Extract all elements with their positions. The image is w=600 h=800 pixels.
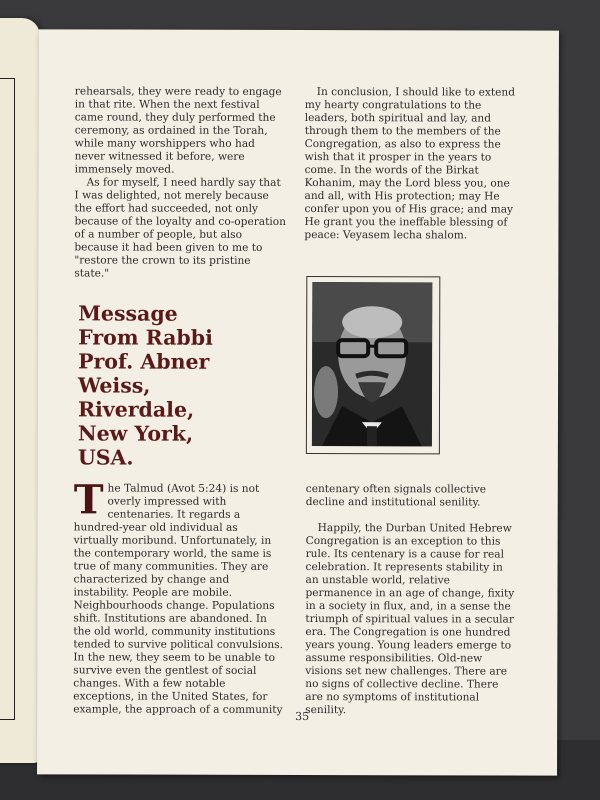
top-left-column: [74, 85, 287, 281]
drop-cap: T: [73, 476, 104, 524]
top-left-paragraph-1: rehearsals, they were ready to engage in that rite. When the next festival came round, they duly performed the ceremony, as ordained in the Torah, while many worshippers who had never witnessed it before, were immensely moved.: [74, 85, 282, 176]
bottom-right-paragraph-1: centenary often signals collective decline and institutional senility.: [305, 483, 487, 509]
bottom-left-column: [73, 476, 284, 717]
portrait-frame: [306, 276, 440, 454]
title-line-5: Riverdale,: [77, 397, 195, 422]
title-line-3: Prof. Abner: [78, 349, 210, 374]
title-line-7: USA.: [77, 445, 134, 470]
bottom-left-paragraph-1: he Talmud (Avot 5:24) is not overly impressed with centenaries. It regards a hundred-year old individual as virtually moribund. Unfortunately, in the contemporary world, the same is true of many communities. They are characterized by change and instability. People are mobile. Neighbourhoods change. Populations shift. Institutions are abandoned. In the old world, community institutions tended to survive political convulsions. In the new, they seem to be unable to survive even the gentlest of social changes. With a few notable exceptions, in the United States, for example, the approach of a community: [73, 482, 284, 716]
title-line-1: Message: [78, 301, 178, 326]
title-line-2: From Rabbi: [78, 325, 213, 350]
facing-page-edge: [0, 18, 40, 763]
facing-page-border: [0, 78, 15, 720]
portrait-photo: [312, 282, 432, 446]
booklet-page: [37, 29, 559, 775]
page-number: 35: [295, 709, 310, 724]
bottom-right-column: [305, 483, 518, 718]
top-left-paragraph-2: As for myself, I need hardly say that I was delighted, not merely because the effort had succeeded, not only because of the loyalty and co-operation of a number of people, but also because it had been given to me to "restore the crown to its pristine state.": [74, 176, 286, 280]
top-right-column: [304, 86, 518, 243]
portrait-illustration: [312, 282, 432, 446]
page-title: [78, 301, 318, 470]
top-right-paragraph-1: In conclusion, I should like to extend my hearty congratulations to the leaders, both spiritual and lay, and through them to the members of the Congregation, as also to express the wish that it prosper in the years to come. In the words of the Birkat Kohanim, may the Lord bless you, one and all, with His protection; may He confer upon you of His grace; and may He grant you the ineffable blessing of peace: Veyasem lecha shalom.: [304, 86, 516, 242]
title-line-4: Weiss,: [78, 373, 151, 398]
bottom-right-paragraph-2: Happily, the Durban United Hebrew Congregation is an exception to this rule. Its centenary is a cause for real celebration. It represents stability in an unstable world, relative permanence in an age of change, fixity in a society in flux, and, in a sense the triumph of spiritual values in a secular era. The Congregation is one hundred years young. Young leaders emerge to assume responsibilities. Old-new visions set new challenges. There are no signs of collective decline. There are no symptoms of institutional senility.: [305, 522, 515, 717]
title-line-6: New York,: [77, 421, 194, 446]
